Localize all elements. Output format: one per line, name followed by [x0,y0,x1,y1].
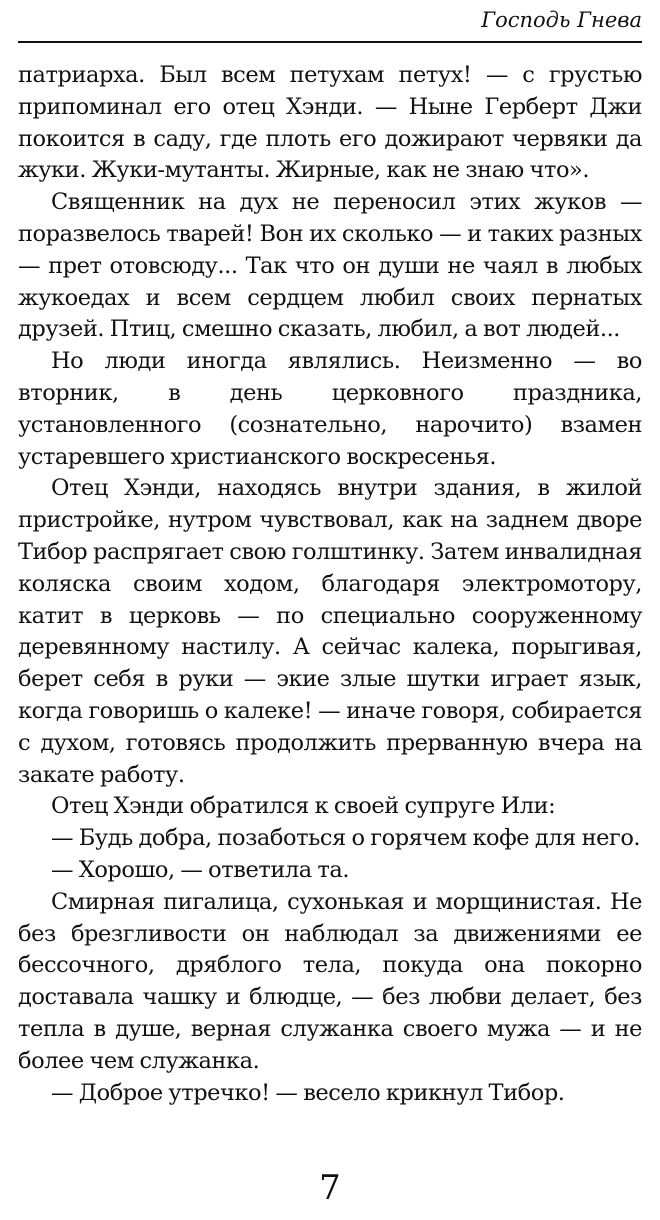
page-number: 7 [319,1168,341,1208]
paragraph: патриарха. Был всем петухам петух! — с грустью припоминал его отец Хэнди. — Ныне Герберт Джи покоится в саду, где плоть его дожирают червяки да жуки. Жуки-мутанты. Жирные, как не знаю что». [18,62,642,184]
dialogue-line: — Доброе утречко! — весело крикнул Тибор. [51,1079,565,1106]
paragraph: Отец Хэнди, находясь внутри здания, в жилой пристройке, нутром чувствовал, как на заднем дворе Тибор распрягает свою голштинку. Затем инвалидная коляска своим ходом, благодаря электромотору, катит в церковь — по специально сооруженному деревянному настилу. А сейчас калека, порыгивая, берет себя в руки — экие злые шутки играет язык, когда говоришь о калеке! — иначе говоря, собирается с духом, готовясь продолжить прерванную вчера на закате работу. [18,475,642,788]
paragraph: Отец Хэнди обратился к своей супруге Или: [51,793,556,820]
running-header-title: Господь Гнева [481,8,642,32]
body-text [18,60,642,1109]
paragraph: Священник на дух не переносил этих жуков — поразвелось тварей! Вон их сколько — и таких разных — прет отовсюду... Так что он души не чаял в любых жукоедах и всем сердцем любил своих пернатых друзей. Птиц, смешно сказать, любил, а вот людей... [18,189,642,343]
paragraph: Но люди иногда являлись. Неизменно — во вторник, в день церковного праздника, установленного (сознательно, нарочито) взамен устаревшего христианского воскресенья. [18,348,642,470]
dialogue-line: — Будь добра, позаботься о горячем кофе для него. [51,825,641,852]
dialogue-line: — Хорошо, — ответила та. [51,856,350,883]
paragraph: Смирная пигалица, сухонькая и морщинистая. Не без брезгливости он наблюдал за движениями ее бессочного, дряблого тела, покуда она покорно доставала чашку и блюдце, — без любви делает, без тепла в душе, верная служанка своего мужа — и не более чем служанка. [18,888,642,1074]
header-rule [18,41,642,43]
